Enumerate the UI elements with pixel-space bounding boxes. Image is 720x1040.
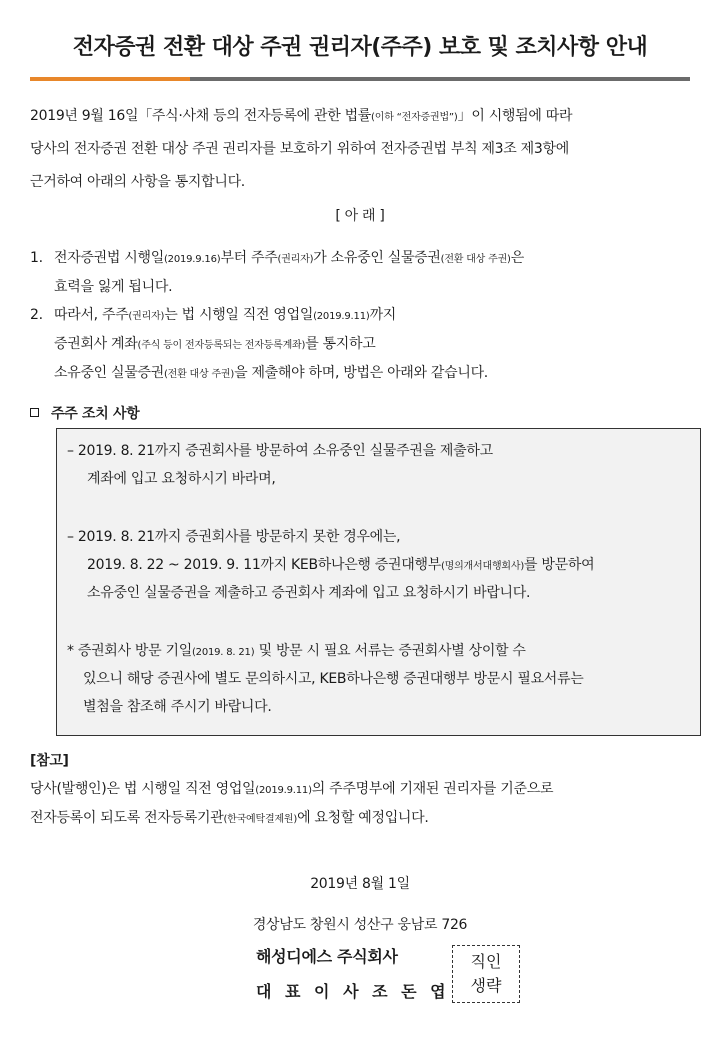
action-panel xyxy=(56,428,701,736)
reference-note: (한국예탁결제원) xyxy=(223,814,298,825)
list-item-2-line-3 xyxy=(54,363,488,385)
panel-note-line-3: 별첨을 참조해 주시기 바랍니다. xyxy=(83,699,272,715)
panel-bullet-1-cont: 계좌에 입고 요청하시기 바라며, xyxy=(87,471,276,487)
reference-text: 당사(발행인)은 법 시행일 직전 영업일 xyxy=(30,781,256,797)
square-bullet-icon xyxy=(30,408,39,417)
section-title: 주주 조치 사항 xyxy=(51,406,140,422)
reference-line-1 xyxy=(30,779,553,801)
list-number: 2. xyxy=(30,307,43,323)
intro-line-3: 근거하여 아래의 사항을 통지합니다. xyxy=(30,174,245,190)
company-name: 해성디에스 주식회사 xyxy=(256,947,398,966)
notice-date: 2019년 8월 1일 xyxy=(310,876,410,892)
item-text: 소유중인 실물증권 xyxy=(54,365,164,381)
panel-note: (명의개서대행회사) xyxy=(440,561,525,572)
intro-text: 」이 시행됨에 따라 xyxy=(457,108,573,124)
item-note: (권리자) xyxy=(128,311,165,322)
reference-text: 의 주주명부에 기재된 권리자를 기준으로 xyxy=(311,781,554,797)
panel-text: 2019. 8. 22 ~ 2019. 9. 11까지 KEB하나은행 증권대행부 xyxy=(87,557,441,573)
item-text: 부터 주주 xyxy=(220,250,278,266)
list-number: 1. xyxy=(30,250,43,266)
item-text: 증권회사 계좌 xyxy=(54,336,138,352)
intro-note: (이하 “전자증권법”) xyxy=(371,112,458,123)
panel-bullet-1: – 2019. 8. 21까지 증권회사를 방문하여 소유중인 실물주권을 제출하고 xyxy=(67,443,493,459)
seal-line-1: 직인 xyxy=(470,952,502,971)
intro-line-2: 당사의 전자증권 전환 대상 주권 권리자를 보호하기 위하여 전자증권법 부칙 제3조 제3항에 xyxy=(30,141,569,157)
item-note: (2019.9.11) xyxy=(313,311,370,322)
list-item-2 xyxy=(30,305,396,327)
ceo-name: 대 표 이 사 조 돈 엽 xyxy=(256,982,450,1001)
title-rule-accent xyxy=(30,77,190,81)
panel-bullet-2-line-2 xyxy=(87,555,594,577)
panel-text: 를 방문하여 xyxy=(524,557,595,573)
panel-note-line-1 xyxy=(67,641,526,663)
reference-text: 에 요청할 예정입니다. xyxy=(297,810,429,826)
item-note: (권리자) xyxy=(277,254,314,265)
intro-line-1 xyxy=(30,106,572,139)
panel-note: (2019. 8. 21) xyxy=(191,647,255,658)
intro-text: 2019년 9월 16일「주식·사채 등의 전자등록에 관한 법률 xyxy=(30,108,372,124)
title-rule xyxy=(190,77,690,81)
item-note: (2019.9.16) xyxy=(163,254,221,265)
panel-bullet-2: – 2019. 8. 21까지 증권회사를 방문하지 못한 경우에는, xyxy=(67,529,401,545)
section-heading xyxy=(30,404,140,424)
panel-text: 및 방문 시 필요 서류는 증권회사별 상이할 수 xyxy=(254,643,526,659)
item-text: 를 통지하고 xyxy=(305,336,376,352)
item-note: (주식 등이 전자등록되는 전자등록계좌) xyxy=(137,340,306,351)
panel-text: * 증권회사 방문 기일 xyxy=(67,643,192,659)
list-item-1 xyxy=(30,248,524,270)
page-title: 전자증권 전환 대상 주권 권리자(주주) 보호 및 조치사항 안내 xyxy=(72,35,648,60)
list-item-2-line-2 xyxy=(54,334,375,356)
intro-paragraph xyxy=(30,106,572,205)
item-text: 은 xyxy=(510,250,524,266)
item-note: (전환 대상 주권) xyxy=(440,254,511,265)
item-text: 까지 xyxy=(369,307,397,323)
seal-line-2: 생략 xyxy=(470,976,502,995)
reference-note: (2019.9.11) xyxy=(255,785,312,796)
reference-heading: [참고] xyxy=(30,753,69,769)
reference-line-2 xyxy=(30,808,429,830)
seal-omitted-box xyxy=(452,945,520,1003)
panel-bullet-2-line-3: 소유중인 실물증권을 제출하고 증권회사 계좌에 입고 요청하시기 바랍니다. xyxy=(87,585,531,601)
list-item-1-cont: 효력을 잃게 됩니다. xyxy=(54,279,173,295)
ara-heading: [ 아 래 ] xyxy=(335,208,385,224)
item-text: 는 법 시행일 직전 영업일 xyxy=(164,307,314,323)
item-text: 전자증권법 시행일 xyxy=(54,250,164,266)
item-note: (전환 대상 주권) xyxy=(163,369,235,380)
item-text: 가 소유중인 실물증권 xyxy=(313,250,441,266)
panel-note-line-2: 있으니 해당 증권사에 별도 문의하시고, KEB하나은행 증권대행부 방문시 필요서류는 xyxy=(83,671,584,687)
reference-text: 전자등록이 되도록 전자등록기관 xyxy=(30,810,224,826)
item-text: 을 제출해야 하며, 방법은 아래와 같습니다. xyxy=(234,365,488,381)
company-address: 경상남도 창원시 성산구 웅남로 726 xyxy=(252,917,468,933)
item-text: 따라서, 주주 xyxy=(54,307,129,323)
